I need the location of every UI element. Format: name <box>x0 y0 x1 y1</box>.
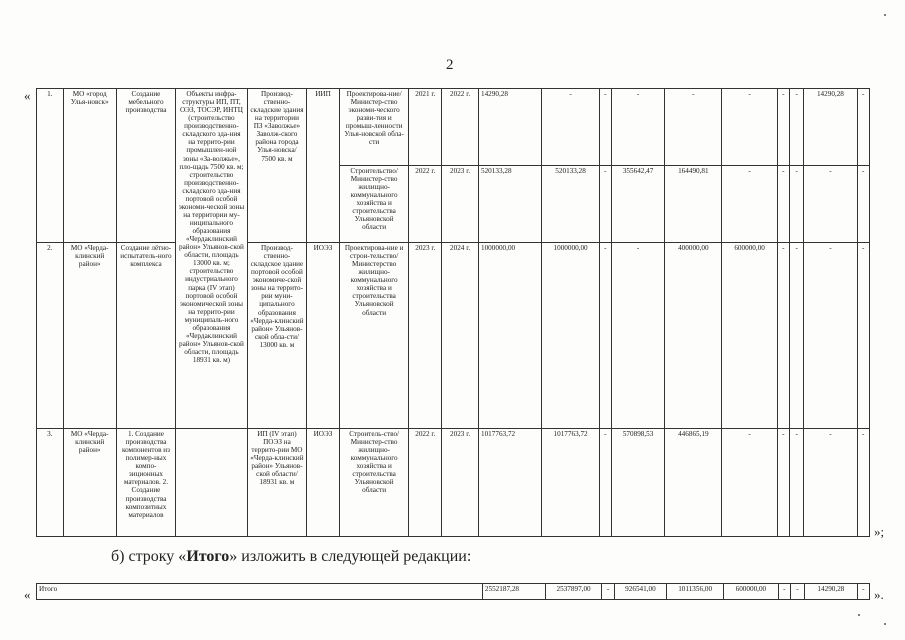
total-label: Итого <box>37 584 483 600</box>
amount-cell: - <box>804 243 857 429</box>
amount-cell: 1011356,00 <box>667 584 724 600</box>
amount-cell: - <box>722 166 777 243</box>
amount-cell: - <box>611 243 664 429</box>
responsible-cell: Проектирова-ние/Министер-ство экономи-ческого разви-тия и промыш-ленности Улья-новской обла-сти <box>339 89 409 166</box>
total-table <box>36 583 870 600</box>
amount-cell: - <box>599 89 611 166</box>
end-year-cell: 2023 г. <box>442 429 479 537</box>
amount-cell: 1017763,72 <box>478 429 541 537</box>
amount-cell: - <box>857 584 869 600</box>
amount-cell: - <box>665 89 722 166</box>
responsible-cell: Строительство/Министер-ство жилищно-коммунального хозяйства и строительства Ульяновской области <box>339 166 409 243</box>
amount-cell: 14290,28 <box>804 89 857 166</box>
municipality-cell: МО «Черда-клинский район» <box>63 429 116 537</box>
project-cell: Создание лётно-испытатель-ного комплекса <box>116 243 175 429</box>
amount-cell: - <box>599 429 611 537</box>
type-cell: ИОЭЗ <box>307 429 340 537</box>
amount-cell: 164490,81 <box>665 166 722 243</box>
amount-cell: 1017763,72 <box>542 429 599 537</box>
type-cell: ИОЭЗ <box>307 243 340 429</box>
amount-cell: - <box>777 166 789 243</box>
amount-cell: - <box>777 89 789 166</box>
row-number: 2. <box>37 243 64 429</box>
amount-cell: - <box>602 584 614 600</box>
amount-cell: 2537897,00 <box>545 584 602 600</box>
amount-cell: 355642,47 <box>611 166 664 243</box>
page-number: 2 <box>446 57 454 73</box>
objects-continuation-cell <box>176 429 248 537</box>
amount-cell: - <box>778 584 790 600</box>
amount-cell: - <box>790 243 804 429</box>
amount-cell: 400000,00 <box>665 243 722 429</box>
objects-cell: Объекты инфра-структуры ИП, ПТ, ОЭЗ, ТОСЭР, ИНТЦ (строительство производственно-складского зда-ния на террито-рии промышлен-ной зоны «За-волжье», пло-щадь 7500 кв. м; строительство производственно-складского зда-ния портовой особой экономи-ческой зоны на территории му-ниципального образования «Чердаклинский район» Ульянов-ской области, площадь 13000 кв. м; строительство индустриального парка (IV этап) портовой особой экономической зоны на террито-рии муниципаль-ного образования «Чердаклинский район» Ульянов-ской области, площадь 18931 кв. м) <box>176 89 248 429</box>
amount-cell: - <box>857 166 869 243</box>
end-year-cell: 2022 г. <box>442 89 479 166</box>
amount-cell: - <box>790 166 804 243</box>
project-cell: 1. Создание производства компонентов из полимер-ных компо-зиционных материалов. 2. Создание производства композитных материалов <box>116 429 175 537</box>
amount-cell: 600000,00 <box>722 243 777 429</box>
amount-cell: - <box>804 166 857 243</box>
amount-cell: - <box>857 429 869 537</box>
amount-cell: - <box>611 89 664 166</box>
amount-cell: - <box>777 243 789 429</box>
row-number: 1. <box>37 89 64 243</box>
type-cell: ИИП <box>307 89 340 243</box>
responsible-cell: Проектирова-ние и строи-тельство/ Министерство жилищно-коммунального хозяйства и строительства Ульяновской области <box>339 243 409 429</box>
amount-cell: - <box>722 89 777 166</box>
amount-cell: 14290,28 <box>805 584 858 600</box>
amount-cell: 14290,28 <box>478 89 541 166</box>
amount-cell: - <box>857 89 869 166</box>
end-year-cell: 2024 г. <box>442 243 479 429</box>
amount-cell: - <box>599 243 611 429</box>
close-quote-total: ». <box>874 587 884 602</box>
amount-cell: - <box>542 89 599 166</box>
municipality-cell: МО «Черда-клинский район» <box>63 243 116 429</box>
amount-cell: - <box>790 584 804 600</box>
start-year-cell: 2021 г. <box>409 89 442 166</box>
table-row <box>37 89 870 166</box>
main-table <box>36 88 870 537</box>
amount-cell: 446865,19 <box>665 429 722 537</box>
amount-cell: 520133,28 <box>542 166 599 243</box>
municipality-cell: МО «город Улья-новск» <box>63 89 116 243</box>
total-row <box>37 584 870 600</box>
amount-cell: 1000000,00 <box>542 243 599 429</box>
end-year-cell: 2023 г. <box>442 166 479 243</box>
building-cell: Производ-ственно-складское здание портовой особой экономиче-ской зоны на террито-рии муни-ципального образования «Черда-клинский район» Ульянов-ской обла-сти/ 13000 кв. м <box>247 243 306 429</box>
amount-cell: 520133,28 <box>478 166 541 243</box>
amount-cell: - <box>777 429 789 537</box>
amount-cell: - <box>599 166 611 243</box>
scan-speck <box>884 14 886 16</box>
paragraph-bold: Итого <box>186 548 230 565</box>
table-row <box>37 243 870 429</box>
amount-cell: - <box>857 243 869 429</box>
amount-cell: 1000000,00 <box>478 243 541 429</box>
amount-cell: - <box>790 429 804 537</box>
paragraph-suffix: » изложить в следующей редакции: <box>229 548 472 565</box>
amount-cell: 570898,53 <box>611 429 664 537</box>
paragraph-prefix: б) строку « <box>111 548 187 565</box>
scan-speck <box>858 614 860 616</box>
amount-cell: - <box>790 89 804 166</box>
table-row <box>37 429 870 537</box>
amount-cell: - <box>804 429 857 537</box>
amount-cell: 926541,00 <box>614 584 667 600</box>
row-number: 3. <box>37 429 64 537</box>
start-year-cell: 2023 г. <box>409 243 442 429</box>
scan-speck <box>884 623 886 625</box>
amount-cell: 2552187,28 <box>482 584 545 600</box>
project-cell: Создание мебельного производства <box>116 89 175 243</box>
close-quote: »; <box>874 524 885 539</box>
start-year-cell: 2022 г. <box>409 166 442 243</box>
building-cell: ИП (IV этап) ПОЭЗ на террито-рии МО «Черда-клинский район» Ульянов-ской области/ 18931 кв. м <box>247 429 306 537</box>
amount-cell: - <box>722 429 777 537</box>
responsible-cell: Строитель-ство/Министер-ство жилищно-коммунального хозяйства и строительства Ульяновской области <box>339 429 409 537</box>
building-cell: Производ-ственно-складские здания на территории ПЗ «Заволжье» Заволж-ского района города Улья-новска/ 7500 кв. м <box>247 89 306 243</box>
open-quote-total: « <box>24 587 31 602</box>
start-year-cell: 2022 г. <box>409 429 442 537</box>
instruction-paragraph <box>111 548 471 566</box>
open-quote: « <box>24 88 31 103</box>
amount-cell: 600000,00 <box>724 584 779 600</box>
